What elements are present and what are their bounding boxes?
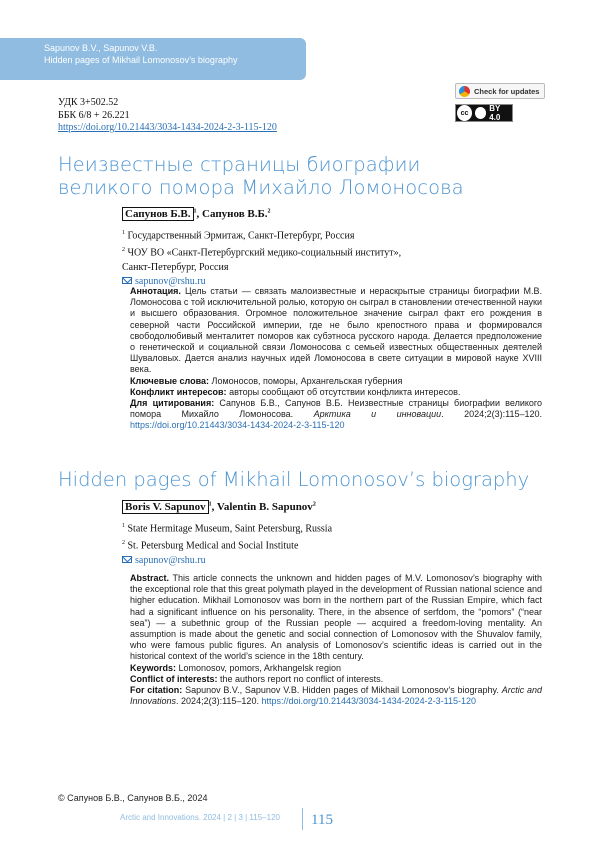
affil2-sup: 2 xyxy=(122,247,125,254)
author-separator-en: , xyxy=(211,501,217,513)
author1-russian[interactable]: Сапунов Б.В. xyxy=(122,207,194,221)
affiliations-russian xyxy=(122,226,401,289)
citation-tail-russian: . 2024;2(3):115–120. xyxy=(441,409,542,420)
conflict-russian: авторы сообщают об отсутствии конфликта интересов. xyxy=(229,386,461,397)
license-label: BY 4.0 xyxy=(489,104,501,122)
keywords-label-russian: Ключевые слова: xyxy=(130,375,210,386)
citation-doi-russian[interactable]: https://doi.org/10.21443/3034-1434-2024-2-3-115-120 xyxy=(130,420,345,431)
footer-journal: Arctic and Innovations. 2024 | 2 | 3 | 115–120 xyxy=(120,813,280,822)
doi-link[interactable]: https://doi.org/10.21443/3034-1434-2024-2-3-115-120 xyxy=(58,122,277,133)
citation-label-russian: Для цитирования: xyxy=(130,398,215,409)
title-russian-line1: Неизвестные страницы биографии xyxy=(58,153,421,176)
running-head xyxy=(0,38,306,80)
title-russian-line2: великого помора Михайло Ломоносова xyxy=(58,176,464,199)
affil1-sup: 1 xyxy=(122,230,125,236)
affiliation2-russian-line2: Санкт-Петербург, Россия xyxy=(122,261,229,273)
affil2-en-sup: 2 xyxy=(122,540,125,547)
abstract-text-english: This article connects the unknown and hidden pages of M.V. Lomonosov’s biography with the exceptional role that this great polymath played in the development of Russian national science and higher education. Mikhail Lomonosov was born in the northern part of the Russian Empire, which fact had a significant influence on his personality. There, in the absence of serfdom, the “pomors” (“near sea”) — a subethnic group of the Russian people — acquired a freedom-loving mentality. An assumption is made about the genetic and social connection of Lomonosov with the Shuvalov family, who were famous public figures. An analysis of Lomonosov’s scientific ideas is carried out in the historical context of the world’s science in the 18th century. xyxy=(130,573,542,662)
affil1-en-sup: 1 xyxy=(122,523,125,529)
keywords-label-english: Keywords: xyxy=(130,662,177,673)
crossmark-icon xyxy=(459,86,470,97)
abstract-text-russian: Цель статьи — связать малоизвестные и нераскрытые страницы биографии М.В. Ломоносова с той исключительной ролью, которую он сыграл в становлении отечественной науки и высшего образования. Огромное положительное значение сыграл факт его рождения в северной части Российской империи, где не было крепостного права и формировался свободолюбивый менталитет поморов как субэтноса русского народа. Делается предположение о генетической и социальной связи Ломоносова с семьей известных общественных деятелей Шуваловых. Дается анализ научных идей Ломоносова в свете ситуации в мировой науке XVIII века. xyxy=(130,286,542,375)
affiliation1-english: State Hermitage Museum, Saint Petersburg, Russia xyxy=(127,523,333,535)
bbk: ББК 6/8 + 26.221 xyxy=(58,109,130,121)
title-english: Hidden pages of Mikhail Lomonosov’s biography xyxy=(58,468,530,491)
conflict-label-russian: Конфликт интересов: xyxy=(130,386,227,397)
article-meta xyxy=(58,97,277,135)
citation-journal-english: Arctic and Innovations xyxy=(130,685,542,707)
author2-english-sup: 2 xyxy=(312,501,316,508)
citation-english: Sapunov B.V., Sapunov V.B. Hidden pages of Mikhail Lomonosov’s biography. xyxy=(185,685,499,696)
license-badge[interactable] xyxy=(455,104,513,122)
abstract-russian xyxy=(130,286,542,432)
check-for-updates-label: Check for updates xyxy=(474,86,540,96)
citation-journal-russian: Арктика и инновации xyxy=(313,409,442,420)
conflict-english: the authors report no conflict of interests. xyxy=(220,673,384,684)
badges xyxy=(455,83,545,122)
running-head-title: Hidden pages of Mikhail Lomonosov’s biography xyxy=(44,55,238,65)
abstract-label-russian: Аннотация. xyxy=(130,286,181,296)
affiliation2-english: St. Petersburg Medical and Social Institute xyxy=(127,540,299,552)
affiliation2-russian-line1: ЧОУ ВО «Санкт-Петербургский медико-социальный институт», xyxy=(127,247,402,259)
running-head-authors: Sapunov B.V., Sapunov V.B. xyxy=(44,43,158,53)
author1-english-sup: 1 xyxy=(208,501,212,508)
author2-russian: Сапунов В.Б. xyxy=(202,208,268,220)
abstract-label-english: Abstract. xyxy=(130,573,170,583)
citation-russian: Сапунов Б.В., Сапунов В.Б. Неизвестные страницы биографии великого помора Михайло Ломоносова. xyxy=(130,398,542,420)
author2-english: Valentin B. Sapunov xyxy=(216,501,313,513)
footer-divider xyxy=(302,808,303,830)
check-for-updates-badge[interactable] xyxy=(455,83,545,99)
author1-russian-sup: 1 xyxy=(193,208,197,215)
affiliations-english xyxy=(122,519,332,568)
citation-tail-english: . 2024;2(3):115–120. xyxy=(176,696,259,707)
creative-commons-icon: cc xyxy=(457,105,472,121)
conflict-label-english: Conflict of interests: xyxy=(130,673,218,684)
page-number: 115 xyxy=(311,812,333,828)
email-link-english[interactable]: sapunov@rshu.ru xyxy=(135,554,206,566)
author1-english[interactable]: Boris V. Sapunov xyxy=(122,500,209,514)
attribution-icon xyxy=(475,107,486,119)
copyright: © Сапунов Б.В., Сапунов В.Б., 2024 xyxy=(58,793,208,803)
authors-russian xyxy=(122,208,271,220)
author-separator: , xyxy=(196,208,203,220)
author2-russian-sup: 2 xyxy=(267,208,271,215)
keywords-russian: Ломоносов, поморы, Архангельская губерния xyxy=(211,375,403,386)
citation-label-english: For citation: xyxy=(130,685,183,696)
abstract-english xyxy=(130,573,542,707)
title-russian xyxy=(58,153,464,199)
affiliation1-russian: Государственный Эрмитаж, Санкт-Петербург, Россия xyxy=(127,230,355,242)
udk: УДК 3+502.52 xyxy=(58,97,119,108)
email-link-russian[interactable]: sapunov@rshu.ru xyxy=(135,275,206,287)
mail-icon xyxy=(122,556,132,563)
mail-icon xyxy=(122,277,132,284)
citation-doi-english[interactable]: https://doi.org/10.21443/3034-1434-2024-2-3-115-120 xyxy=(261,696,476,707)
keywords-english: Lomonosov, pomors, Arkhangelsk region xyxy=(178,662,341,673)
authors-english xyxy=(122,501,316,513)
